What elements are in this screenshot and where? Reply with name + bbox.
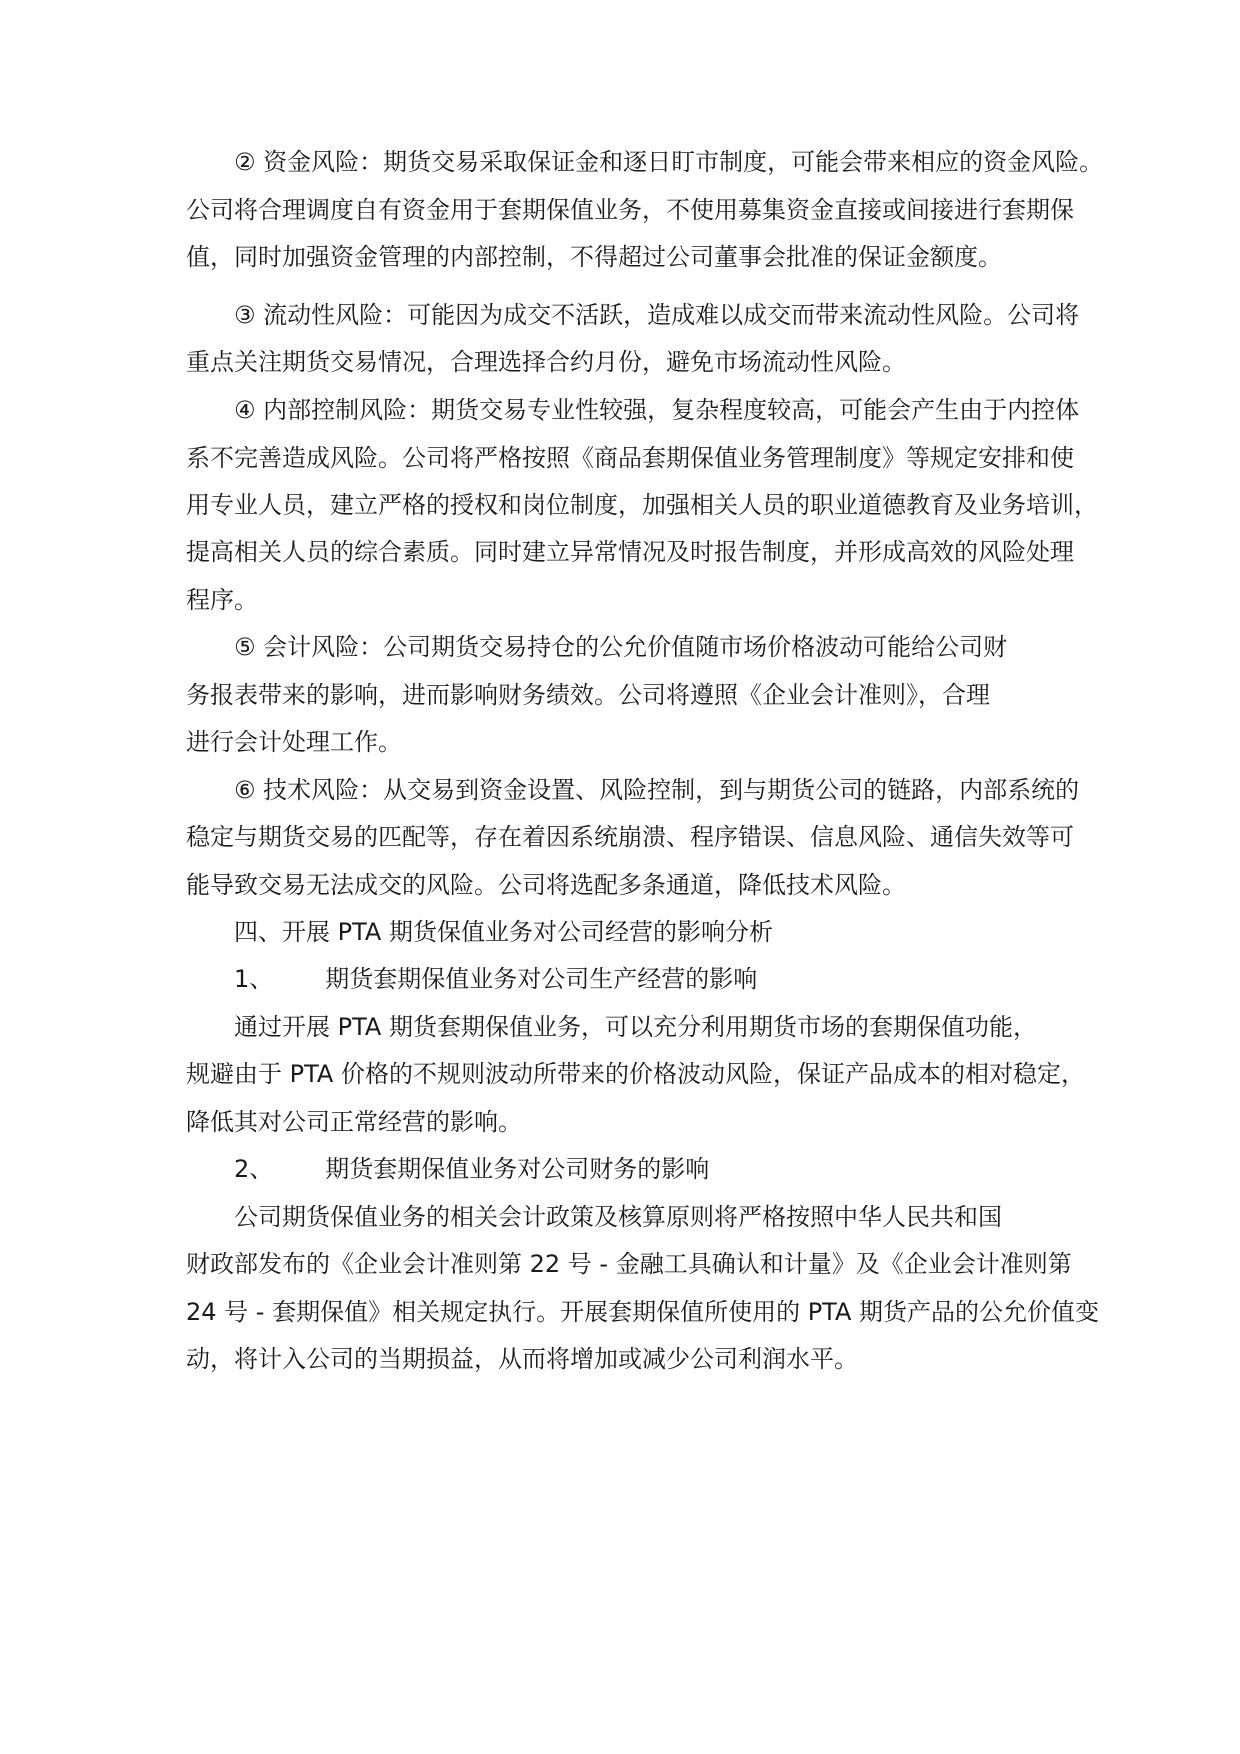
sub2-paragraph-line-3: 24 号 - 套期保值》相关规定执行。开展套期保值所使用的 PTA 期货产品的公允价值变 [186, 1298, 1100, 1326]
subheading-1-title: 期货套期保值业务对公司生产经营的影响 [325, 965, 758, 993]
accounting-risk-line-2: 务报表带来的影响，进而影响财务绩效。公司将遵照《企业会计准则》，合理 [186, 681, 990, 709]
fund-risk-line-2: 公司将合理调度自有资金用于套期保值业务，不使用募集资金直接或间接进行套期保 [186, 196, 1074, 224]
subheading-2-number: 2、 [234, 1155, 274, 1183]
tech-risk-line-1: ⑥ 技术风险：从交易到资金设置、风险控制，到与期货公司的链路，内部系统的 [234, 776, 1080, 804]
internal-control-risk-line-3: 用专业人员，建立严格的授权和岗位制度，加强相关人员的职业道德教育及业务培训， [186, 491, 1098, 519]
accounting-risk-line-3: 进行会计处理工作。 [186, 728, 402, 756]
sub1-paragraph-line-2: 规避由于 PTA 价格的不规则波动所带来的价格波动风险，保证产品成本的相对稳定， [186, 1060, 1085, 1088]
internal-control-risk-line-2: 系不完善造成风险。公司将严格按照《商品套期保值业务管理制度》等规定安排和使 [186, 444, 1074, 472]
subheading-1-number: 1、 [234, 965, 274, 993]
subheading-2-title: 期货套期保值业务对公司财务的影响 [325, 1155, 710, 1183]
sub1-paragraph-line-3: 降低其对公司正常经营的影响。 [186, 1108, 522, 1136]
subheading-2 [234, 1152, 709, 1186]
liquidity-risk-line-1: ③ 流动性风险：可能因为成交不活跃，造成难以成交而带来流动性风险。公司将 [234, 301, 1080, 329]
section-heading-4: 四、开展 PTA 期货保值业务对公司经营的影响分析 [234, 918, 773, 946]
internal-control-risk-line-1: ④ 内部控制风险：期货交易专业性较强，复杂程度较高，可能会产生由于内控体 [234, 396, 1080, 424]
liquidity-risk-line-2: 重点关注期货交易情况，合理选择合约月份，避免市场流动性风险。 [186, 348, 906, 376]
fund-risk-line-3: 值，同时加强资金管理的内部控制，不得超过公司董事会批准的保证金额度。 [186, 243, 1002, 271]
tech-risk-line-3: 能导致交易无法成交的风险。公司将选配多条通道，降低技术风险。 [186, 871, 906, 899]
sub2-paragraph-line-4: 动，将计入公司的当期损益，从而将增加或减少公司利润水平。 [186, 1345, 858, 1373]
internal-control-risk-line-5: 程序。 [186, 586, 258, 614]
sub2-paragraph-line-2: 财政部发布的《企业会计准则第 22 号 - 金融工具确认和计量》及《企业会计准则第 [186, 1250, 1072, 1278]
accounting-risk-line-1: ⑤ 会计风险：公司期货交易持仓的公允价值随市场价格波动可能给公司财 [234, 633, 1008, 661]
sub2-paragraph-line-1: 公司期货保值业务的相关会计政策及核算原则将严格按照中华人民共和国 [234, 1203, 1002, 1231]
subheading-1 [234, 962, 757, 996]
tech-risk-line-2: 稳定与期货交易的匹配等，存在着因系统崩溃、程序错误、信息风险、通信失效等可 [186, 823, 1074, 851]
fund-risk-line-1: ② 资金风险：期货交易采取保证金和逐日盯市制度，可能会带来相应的资金风险。 [234, 148, 1104, 176]
sub1-paragraph-line-1: 通过开展 PTA 期货套期保值业务，可以充分利用期货市场的套期保值功能， [234, 1013, 1037, 1041]
internal-control-risk-line-4: 提高相关人员的综合素质。同时建立异常情况及时报告制度，并形成高效的风险处理 [186, 538, 1074, 566]
